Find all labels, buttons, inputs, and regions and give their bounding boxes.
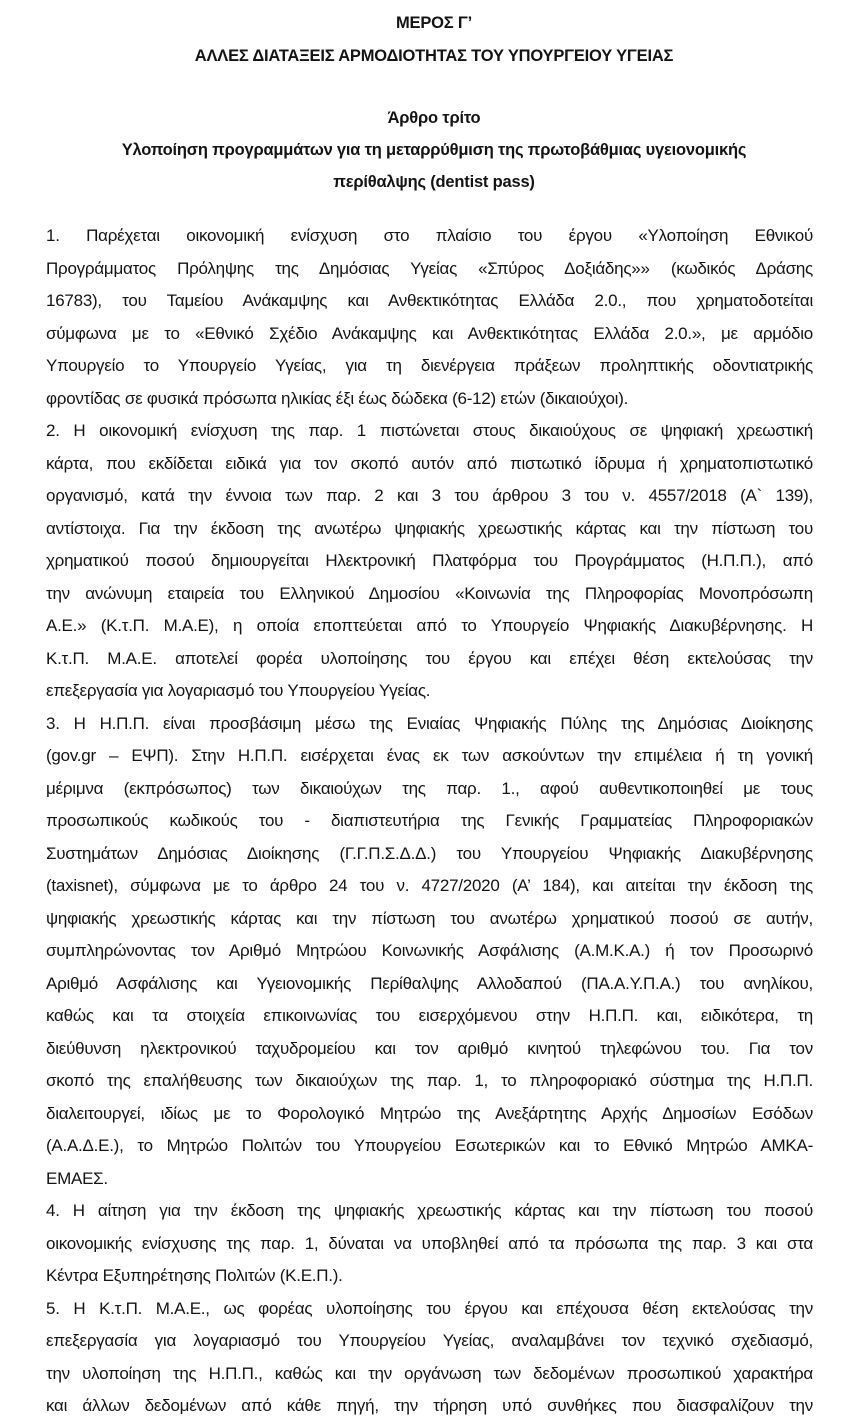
body-line: σκοπό της επαλήθευσης των δικαιούχων της παρ. 1, το πληροφοριακό σύστημα της Η.Π.Π. (46, 1071, 813, 1090)
body-line: Υπουργείο το Υπουργείο Υγείας, για τη διενέργεια πράξεων προληπτικής οδοντιατρικής (46, 356, 813, 375)
body-line: αντίστοιχα. Για την έκδοση της ανωτέρω ψηφιακής χρεωστικής κάρτας και την πίστωση του (46, 518, 813, 538)
body-line: Συστημάτων Δημόσιας Διοίκησης (Γ.Γ.Π.Σ.Δ.Δ.) του Υπουργείου Ψηφιακής Διακυβέρνησης (46, 843, 813, 863)
part-subtitle: ΑΛΛΕΣ ΔΙΑΤΑΞΕΙΣ ΑΡΜΟΔΙΟΤΗΤΑΣ ΤΟΥ ΥΠΟΥΡΓΕΙΟΥ ΥΓΕΙΑΣ (194, 47, 674, 65)
body-line: (gov.gr – ΕΨΠ). Στην Η.Π.Π. εισέρχεται ένας εκ των ασκούντων την επιμέλεια ή τη γονική (46, 746, 813, 765)
body-line: 4. Η αίτηση για την έκδοση της ψηφιακής χρεωστικής κάρτας και την πίστωση του ποσού (46, 1201, 813, 1220)
body-line: Κ.τ.Π. Μ.Α.Ε. αποτελεί φορέα υλοποίησης του έργου και επέχει θέση εκτελούσας την (46, 648, 813, 668)
body-line: ψηφιακής χρεωστικής κάρτας και την πίστωση του ανωτέρω χρηματικού ποσού σε αυτήν, (46, 908, 813, 928)
body-line: 3. Η Η.Π.Π. είναι προσβάσιμη μέσω της Ενιαίας Ψηφιακής Πύλης της Δημόσιας Διοίκησης (46, 713, 813, 733)
body-line: καθώς και τα στοιχεία επικοινωνίας του εισερχόμενου στην Η.Π.Π. και, ειδικότερα, τη (46, 1006, 813, 1025)
body-line: Αριθμό Ασφάλισης και Υγειονομικής Περίθαλψης Αλλοδαπού (ΠΑ.Α.Υ.Π.Α.) του ανηλίκου, (46, 973, 813, 993)
article-body (46, 220, 813, 1423)
body-line: την ανώνυμη εταιρεία του Ελληνικού Δημοσίου «Κοινωνία της Πληροφορίας Μονοπρόσωπη (46, 583, 813, 603)
body-line: την υλοποίηση της Η.Π.Π., καθώς και την οργάνωση των δεδομένων προσωπικού χαρακτήρα (46, 1363, 813, 1383)
body-line: προσωπικούς κωδικούς του - διαπιστευτήρια της Γενικής Γραμματείας Πληροφοριακών (46, 811, 813, 830)
body-line: διεύθυνση ηλεκτρονικού ταχυδρομείου και τον αριθμό κινητού τηλεφώνου του. Για τον (46, 1038, 813, 1058)
body-line: φροντίδας σε φυσικά πρόσωπα ηλικίας έξι έως δώδεκα (6-12) ετών (δικαιούχοι). (46, 388, 629, 408)
body-line: και άλλων δεδομένων από κάθε πηγή, την τήρηση υπό συνθήκες που διασφαλίζουν την (46, 1396, 813, 1415)
article-title: Άρθρο τρίτο (387, 109, 481, 127)
body-line: Κέντρα Εξυπηρέτησης Πολιτών (Κ.Ε.Π.). (46, 1266, 343, 1285)
body-line: μέριμνα (εκπρόσωπος) των δικαιούχων της παρ. 1., αφού αυθεντικοποιηθεί με τους (46, 778, 813, 798)
part-title: ΜΕΡΟΣ Γ’ (396, 14, 472, 32)
body-line: 5. Η Κ.τ.Π. Μ.Α.Ε., ως φορέας υλοποίησης του έργου και επέχουσα θέση εκτελούσας την (46, 1298, 813, 1318)
body-line: κάρτα, που εκδίδεται ειδικά για τον σκοπό αυτόν από πιστωτικό ίδρυμα ή χρηματοπιστωτικό (46, 453, 813, 473)
body-line: οργανισμό, κατά την έννοια των παρ. 2 και 3 του άρθρου 3 του ν. 4557/2018 (Α` 139), (46, 486, 813, 505)
body-line: 2. Η οικονομική ενίσχυση της παρ. 1 πιστώνεται στους δικαιούχους σε ψηφιακή χρεωστική (46, 421, 813, 440)
body-line: σύμφωνα με το «Εθνικό Σχέδιο Ανάκαμψης και Ανθεκτικότητας Ελλάδα 2.0.», με αρμόδιο (46, 323, 813, 343)
body-line: 1. Παρέχεται οικονομική ενίσχυση στο πλαίσιο του έργου «Υλοποίηση Εθνικού (46, 226, 813, 245)
article-heading-line-2: περίθαλψης (dentist pass) (333, 173, 535, 191)
body-line: (taxisnet), σύμφωνα με το άρθρο 24 του ν. 4727/2020 (Α’ 184), και αιτείται την έκδοση της (46, 876, 813, 895)
body-line: διαλειτουργεί, ιδίως με το Φορολογικό Μητρώο της Ανεξάρτητης Αρχής Δημοσίων Εσόδων (46, 1103, 813, 1123)
body-line: επεξεργασία για λογαριασμό του Υπουργείου Υγείας. (46, 681, 431, 700)
article-heading-line-1: Υλοποίηση προγραμμάτων για τη μεταρρύθμιση της πρωτοβάθμιας υγειονομικής (121, 141, 747, 159)
body-line: χρηματικού ποσού δημιουργείται Ηλεκτρονική Πλατφόρμα του Προγράμματος (Η.Π.Π.), από (46, 551, 813, 570)
body-line: επεξεργασία για λογαριασμό του Υπουργείου Υγείας, αναλαμβάνει τον τεχνικό σχεδιασμό, (46, 1331, 813, 1350)
body-line: 16783), του Ταμείου Ανάκαμψης και Ανθεκτικότητας Ελλάδα 2.0., που χρηματοδοτείται (46, 291, 813, 310)
body-line: Προγράμματος Πρόληψης της Δημόσιας Υγείας «Σπύρος Δοξιάδης»» (κωδικός Δράσης (46, 258, 813, 278)
body-line: οικονομικής ενίσχυσης της παρ. 1, δύναται να υποβληθεί από τα πρόσωπα της παρ. 3 και στα (46, 1233, 813, 1253)
body-line: ΕΜΑΕΣ. (46, 1168, 108, 1188)
body-line: Α.Ε.» (Κ.τ.Π. Μ.Α.Ε), η οποία εποπτεύεται από το Υπουργείο Ψηφιακής Διακυβέρνησης. Η (46, 616, 813, 635)
body-line: συμπληρώνοντας τον Αριθμό Μητρώου Κοινωνικής Ασφάλισης (Α.Μ.Κ.Α.) ή τον Προσωρινό (46, 941, 813, 960)
body-line: (Α.Α.Δ.Ε.), το Μητρώο Πολιτών του Υπουργείου Εσωτερικών και το Εθνικό Μητρώο ΑΜΚΑ- (46, 1136, 813, 1155)
